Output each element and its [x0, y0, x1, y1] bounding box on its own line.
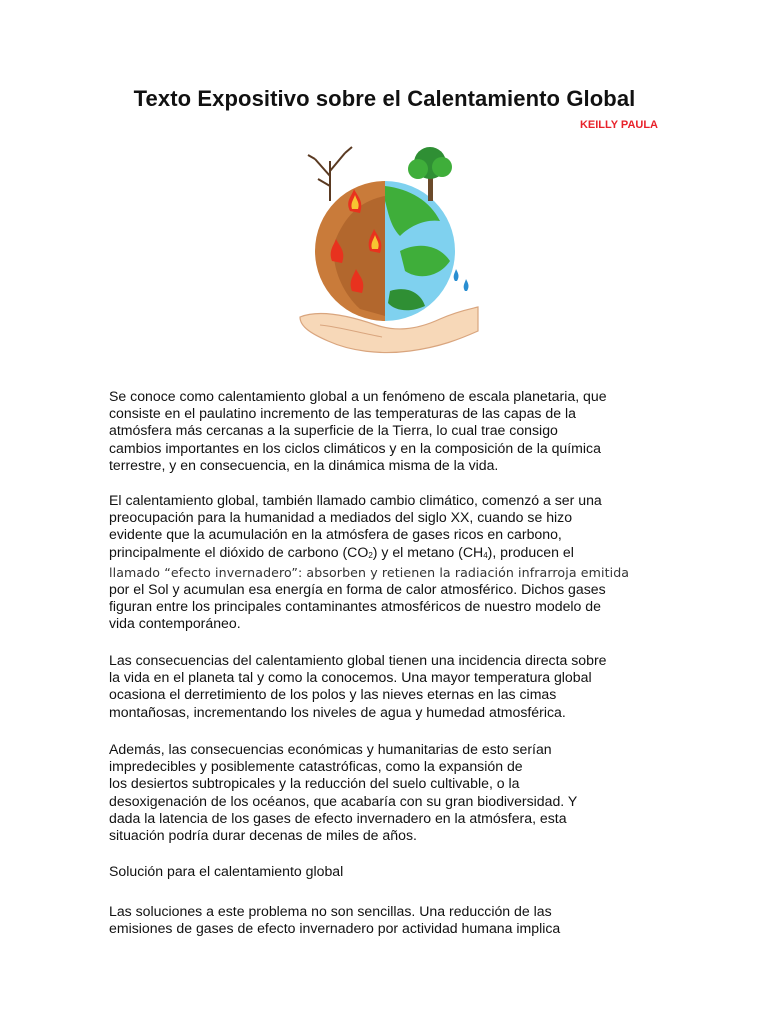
earth-in-hand-illustration — [290, 141, 480, 371]
document-title: Texto Expositivo sobre el Calentamiento Global — [133, 86, 636, 111]
paragraph-intro: Se conoce como calentamiento global a un fenómeno de escala planetaria, que consiste en el paulatino incremento de las temperaturas de las capas de la atmósfera más cercanas a la superficie de la Tierra, lo cual trae consigo cambios importantes en los ciclos climáticos y en la composición de la química terrestre, y en consecuencia, en la dinámica misma de la vida. — [109, 388, 607, 473]
paragraph-history: El calentamiento global, también llamado cambio climático, comenzó a ser una preocupación para la humanidad a mediados del siglo XX, cuando se hizo evidente que la acumulación en la atmósfera de gases ricos en carbono, principalmente el dióxido de carbono $(CO_2)$ y el metano $(CH_4)$, producen el llamado “efecto invernadero”: absorben y retienen la radiación infrarroja emitida por el Sol y acumulan esa energía en forma de calor atmosférico. Dichos gases figuran entre los principales contaminantes atmosféricos de nuestro modelo de vida contemporáneo. — [109, 492, 669, 633]
paragraph-economic-consequences: Además, las consecuencias económicas y humanitarias de esto serían impredecibles y posiblemente catastróficas, como la expansión de los desiertos subtropicales y la reducción del suelo cultivable, o la desoxigenación de los océanos, que acabaría con su gran biodiversidad. Y dada la latencia de los gases de efecto invernadero en la atmósfera, esta situación podría durar decenas de miles de años. — [109, 741, 578, 844]
water-drop-icons — [453, 269, 468, 291]
paragraph-solutions: Las soluciones a este problema no son sencillas. Una reducción de las emisiones de gases de efecto invernadero por actividad humana implica — [109, 903, 561, 937]
section-heading-solution: Solución para el calentamiento global — [109, 863, 344, 879]
author-name: KEILLY PAULA — [579, 119, 658, 131]
dead-tree — [308, 147, 352, 201]
paragraph-consequences: Las consecuencias del calentamiento global tienen una incidencia directa sobre la vida en el planeta tal y como la conocemos. Una mayor temperatura global ocasiona el derretimiento de los polos y las nieves eternas en las cimas montañosas, incrementando los niveles de agua y humedad atmosférica. — [109, 652, 607, 720]
co2-methane-line: principalmente el dióxido de carbono $(CO_2)$ y el metano $(CH_4)$, producen el — [109, 543, 574, 560]
